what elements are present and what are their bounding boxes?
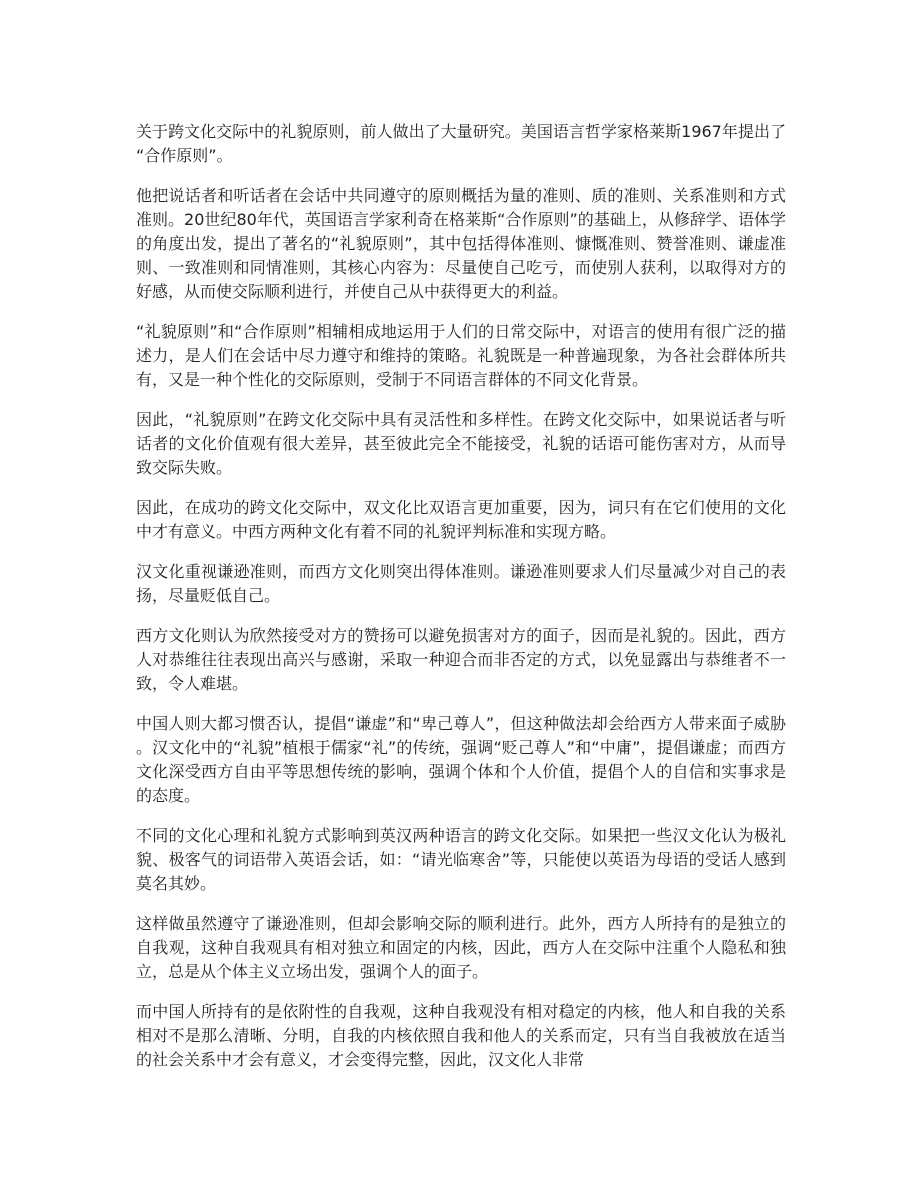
paragraph: 关于跨文化交际中的礼貌原则，前人做出了大量研究。美国语言哲学家格莱斯1967年提出了“合作原则”。: [136, 122, 786, 165]
paragraph: 中国人则大都习惯否认，提倡“谦虚”和“卑己尊人”，但这种做法却会给西方人带来面子威胁。汉文化中的“礼貌”植根于儒家“礼”的传统，强调“贬己尊人”和“中庸”，提倡谦虚；而西方文化深受西方自由平等思想传统的影响，强调个体和个人价值，提倡个人的自信和实事求是的态度。: [136, 714, 786, 805]
paragraph: 不同的文化心理和礼貌方式影响到英汉两种语言的跨文化交际。如果把一些汉文化认为极礼貌、极客气的词语带入英语会话，如：“请光临寒舍”等，只能使以英语为母语的受话人感到莫名其妙。: [136, 826, 786, 893]
paragraph: 因此，“礼貌原则”在跨文化交际中具有灵活性和多样性。在跨文化交际中，如果说话者与听话者的文化价值观有很大差异，甚至彼此完全不能接受，礼貌的话语可能伤害对方，从而导致交际失败。: [136, 410, 786, 477]
paragraph: 西方文化则认为欣然接受对方的赞扬可以避免损害对方的面子，因而是礼貌的。因此，西方人对恭维往往表现出高兴与感谢，采取一种迎合而非否定的方式，以免显露出与恭维者不一致，令人难堪。: [136, 626, 786, 693]
paragraph: 他把说话者和听话者在会话中共同遵守的原则概括为量的准则、质的准则、关系准则和方式准则。20世纪80年代，英国语言学家利奇在格莱斯“合作原则”的基础上，从修辞学、语体学的角度出发，提出了著名的“礼貌原则”，其中包括得体准则、慷慨准则、赞誉准则、谦虚准则、一致准则和同情准则，其核心内容为：尽量使自己吃亏，而使别人获利，以取得对方的好感，从而使交际顺利进行，并使自己从中获得更大的利益。: [136, 186, 786, 301]
paragraph: 而中国人所持有的是依附性的自我观，这种自我观没有相对稳定的内核，他人和自我的关系相对不是那么清晰、分明，自我的内核依照自我和他人的关系而定，只有当自我被放在适当的社会关系中才会有意义，才会变得完整，因此，汉文化人非常: [136, 1002, 786, 1069]
document-body: [136, 120, 786, 1088]
paragraph: 因此，在成功的跨文化交际中，双文化比双语言更加重要，因为，词只有在它们使用的文化中才有意义。中西方两种文化有着不同的礼貌评判标准和实现方略。: [136, 498, 786, 541]
paragraph: 汉文化重视谦逊准则，而西方文化则突出得体准则。谦逊准则要求人们尽量减少对自己的表扬，尽量贬低自己。: [136, 562, 786, 605]
paragraph: 这样做虽然遵守了谦逊准则，但却会影响交际的顺利进行。此外，西方人所持有的是独立的自我观，这种自我观具有相对独立和固定的内核，因此，西方人在交际中注重个人隐私和独立，总是从个体主义立场出发，强调个人的面子。: [136, 914, 786, 981]
paragraph: “礼貌原则”和“合作原则”相辅相成地运用于人们的日常交际中，对语言的使用有很广泛的描述力，是人们在会话中尽力遵守和维持的策略。礼貌既是一种普遍现象，为各社会群体所共有，又是一种个性化的交际原则，受制于不同语言群体的不同文化背景。: [136, 322, 786, 389]
